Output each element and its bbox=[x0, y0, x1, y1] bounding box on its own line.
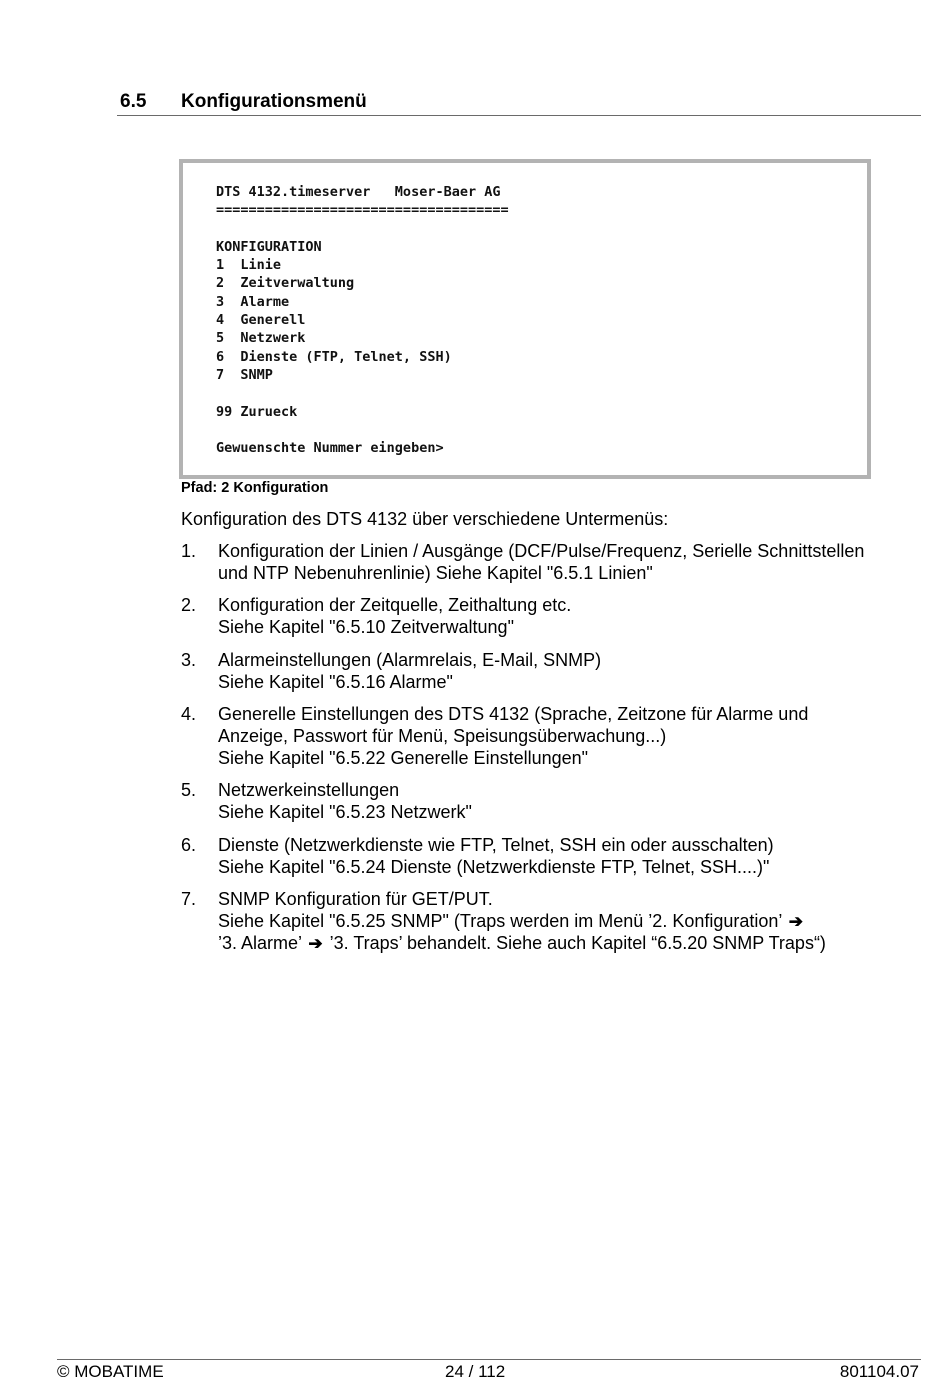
footer-doc-number: 801104.07 bbox=[839, 1362, 919, 1381]
terminal-line: 1 Linie bbox=[216, 257, 282, 274]
list-item-line: Siehe Kapitel "6.5.10 Zeitverwaltung" bbox=[218, 617, 514, 638]
figure-caption: Pfad: 2 Konfiguration bbox=[181, 480, 329, 496]
list-item-number: 3. bbox=[181, 649, 197, 670]
menu-description-list bbox=[181, 541, 921, 965]
terminal-line: 7 SNMP bbox=[216, 366, 273, 383]
terminal-line: 4 Generell bbox=[216, 312, 306, 329]
list-item bbox=[181, 889, 921, 954]
terminal-line bbox=[216, 220, 509, 238]
terminal-line: 5 Netzwerk bbox=[216, 330, 306, 347]
list-item-line: Netzwerkeinstellungen bbox=[218, 780, 400, 801]
footer-page-number: 24 / 112 bbox=[445, 1362, 506, 1381]
list-item bbox=[181, 595, 921, 639]
list-item-line: Anzeige, Passwort für Menü, Speisungsüberwachung...) bbox=[218, 725, 667, 746]
list-item-line: und NTP Nebenuhrenlinie) Siehe Kapitel "6.5.1 Linien" bbox=[218, 562, 653, 583]
terminal-line bbox=[216, 384, 509, 402]
section-heading bbox=[117, 88, 921, 116]
intro-paragraph: Konfiguration des DTS 4132 über verschiedene Untermenüs: bbox=[181, 509, 669, 529]
terminal-line bbox=[216, 421, 509, 439]
section-title: Konfigurationsmenü bbox=[181, 91, 367, 112]
list-item-line: Alarmeinstellungen (Alarmrelais, E-Mail, SNMP) bbox=[218, 649, 602, 670]
list-item-number: 7. bbox=[181, 889, 197, 910]
list-item bbox=[181, 650, 921, 694]
terminal-line: 3 Alarme bbox=[216, 293, 290, 310]
list-item-text: Siehe Kapitel "6.5.25 SNMP" (Traps werden im Menü ’2. Konfiguration’ bbox=[218, 910, 782, 931]
terminal-line: Gewuenschte Nummer eingeben> bbox=[216, 440, 444, 457]
list-item-line: Siehe Kapitel "6.5.23 Netzwerk" bbox=[218, 802, 472, 823]
list-item-line: Siehe Kapitel "6.5.22 Generelle Einstellungen" bbox=[218, 747, 589, 768]
list-item-line: Konfiguration der Linien / Ausgänge (DCF/Pulse/Frequenz, Serielle Schnittstellen bbox=[218, 541, 865, 561]
list-item bbox=[181, 541, 921, 585]
list-item-line: Siehe Kapitel "6.5.16 Alarme" bbox=[218, 671, 453, 692]
list-item-number: 4. bbox=[181, 704, 197, 725]
list-item bbox=[181, 780, 921, 824]
terminal-line: KONFIGURATION bbox=[216, 238, 322, 255]
list-item-line bbox=[218, 911, 921, 933]
list-item-text: ’3. Traps’ behandelt. Siehe auch Kapitel “6.5.20 SNMP Traps“) bbox=[329, 932, 826, 953]
list-item-line: Siehe Kapitel "6.5.24 Dienste (Netzwerkdienste FTP, Telnet, SSH....)" bbox=[218, 856, 770, 877]
terminal-line: 2 Zeitverwaltung bbox=[216, 275, 355, 292]
terminal-text bbox=[216, 183, 509, 457]
arrow-right-icon: ➔ bbox=[788, 911, 803, 931]
list-item-line: SNMP Konfiguration für GET/PUT. bbox=[218, 889, 493, 910]
list-item-number: 6. bbox=[181, 834, 197, 855]
page-footer bbox=[57, 1359, 921, 1384]
arrow-right-icon: ➔ bbox=[308, 933, 323, 953]
list-item bbox=[181, 704, 921, 769]
list-item-text: ’3. Alarme’ bbox=[218, 932, 302, 953]
list-item bbox=[181, 835, 921, 879]
terminal-line: DTS 4132.timeserver Moser-Baer AG bbox=[216, 184, 501, 200]
list-item-line bbox=[218, 933, 921, 955]
terminal-line: ==================================== bbox=[216, 202, 509, 219]
terminal-screenshot bbox=[179, 159, 871, 479]
list-item-number: 2. bbox=[181, 595, 197, 616]
footer-copyright: © MOBATIME bbox=[57, 1362, 164, 1381]
section-number: 6.5 bbox=[120, 91, 147, 112]
terminal-line: 99 Zurueck bbox=[216, 403, 298, 420]
list-item-number: 1. bbox=[181, 541, 197, 561]
list-item-number: 5. bbox=[181, 780, 197, 801]
terminal-line: 6 Dienste (FTP, Telnet, SSH) bbox=[216, 348, 452, 365]
list-item-line: Dienste (Netzwerkdienste wie FTP, Telnet, SSH ein oder ausschalten) bbox=[218, 834, 774, 855]
list-item-line: Konfiguration der Zeitquelle, Zeithaltung etc. bbox=[218, 595, 572, 616]
list-item-line: Generelle Einstellungen des DTS 4132 (Sprache, Zeitzone für Alarme und bbox=[218, 704, 809, 725]
